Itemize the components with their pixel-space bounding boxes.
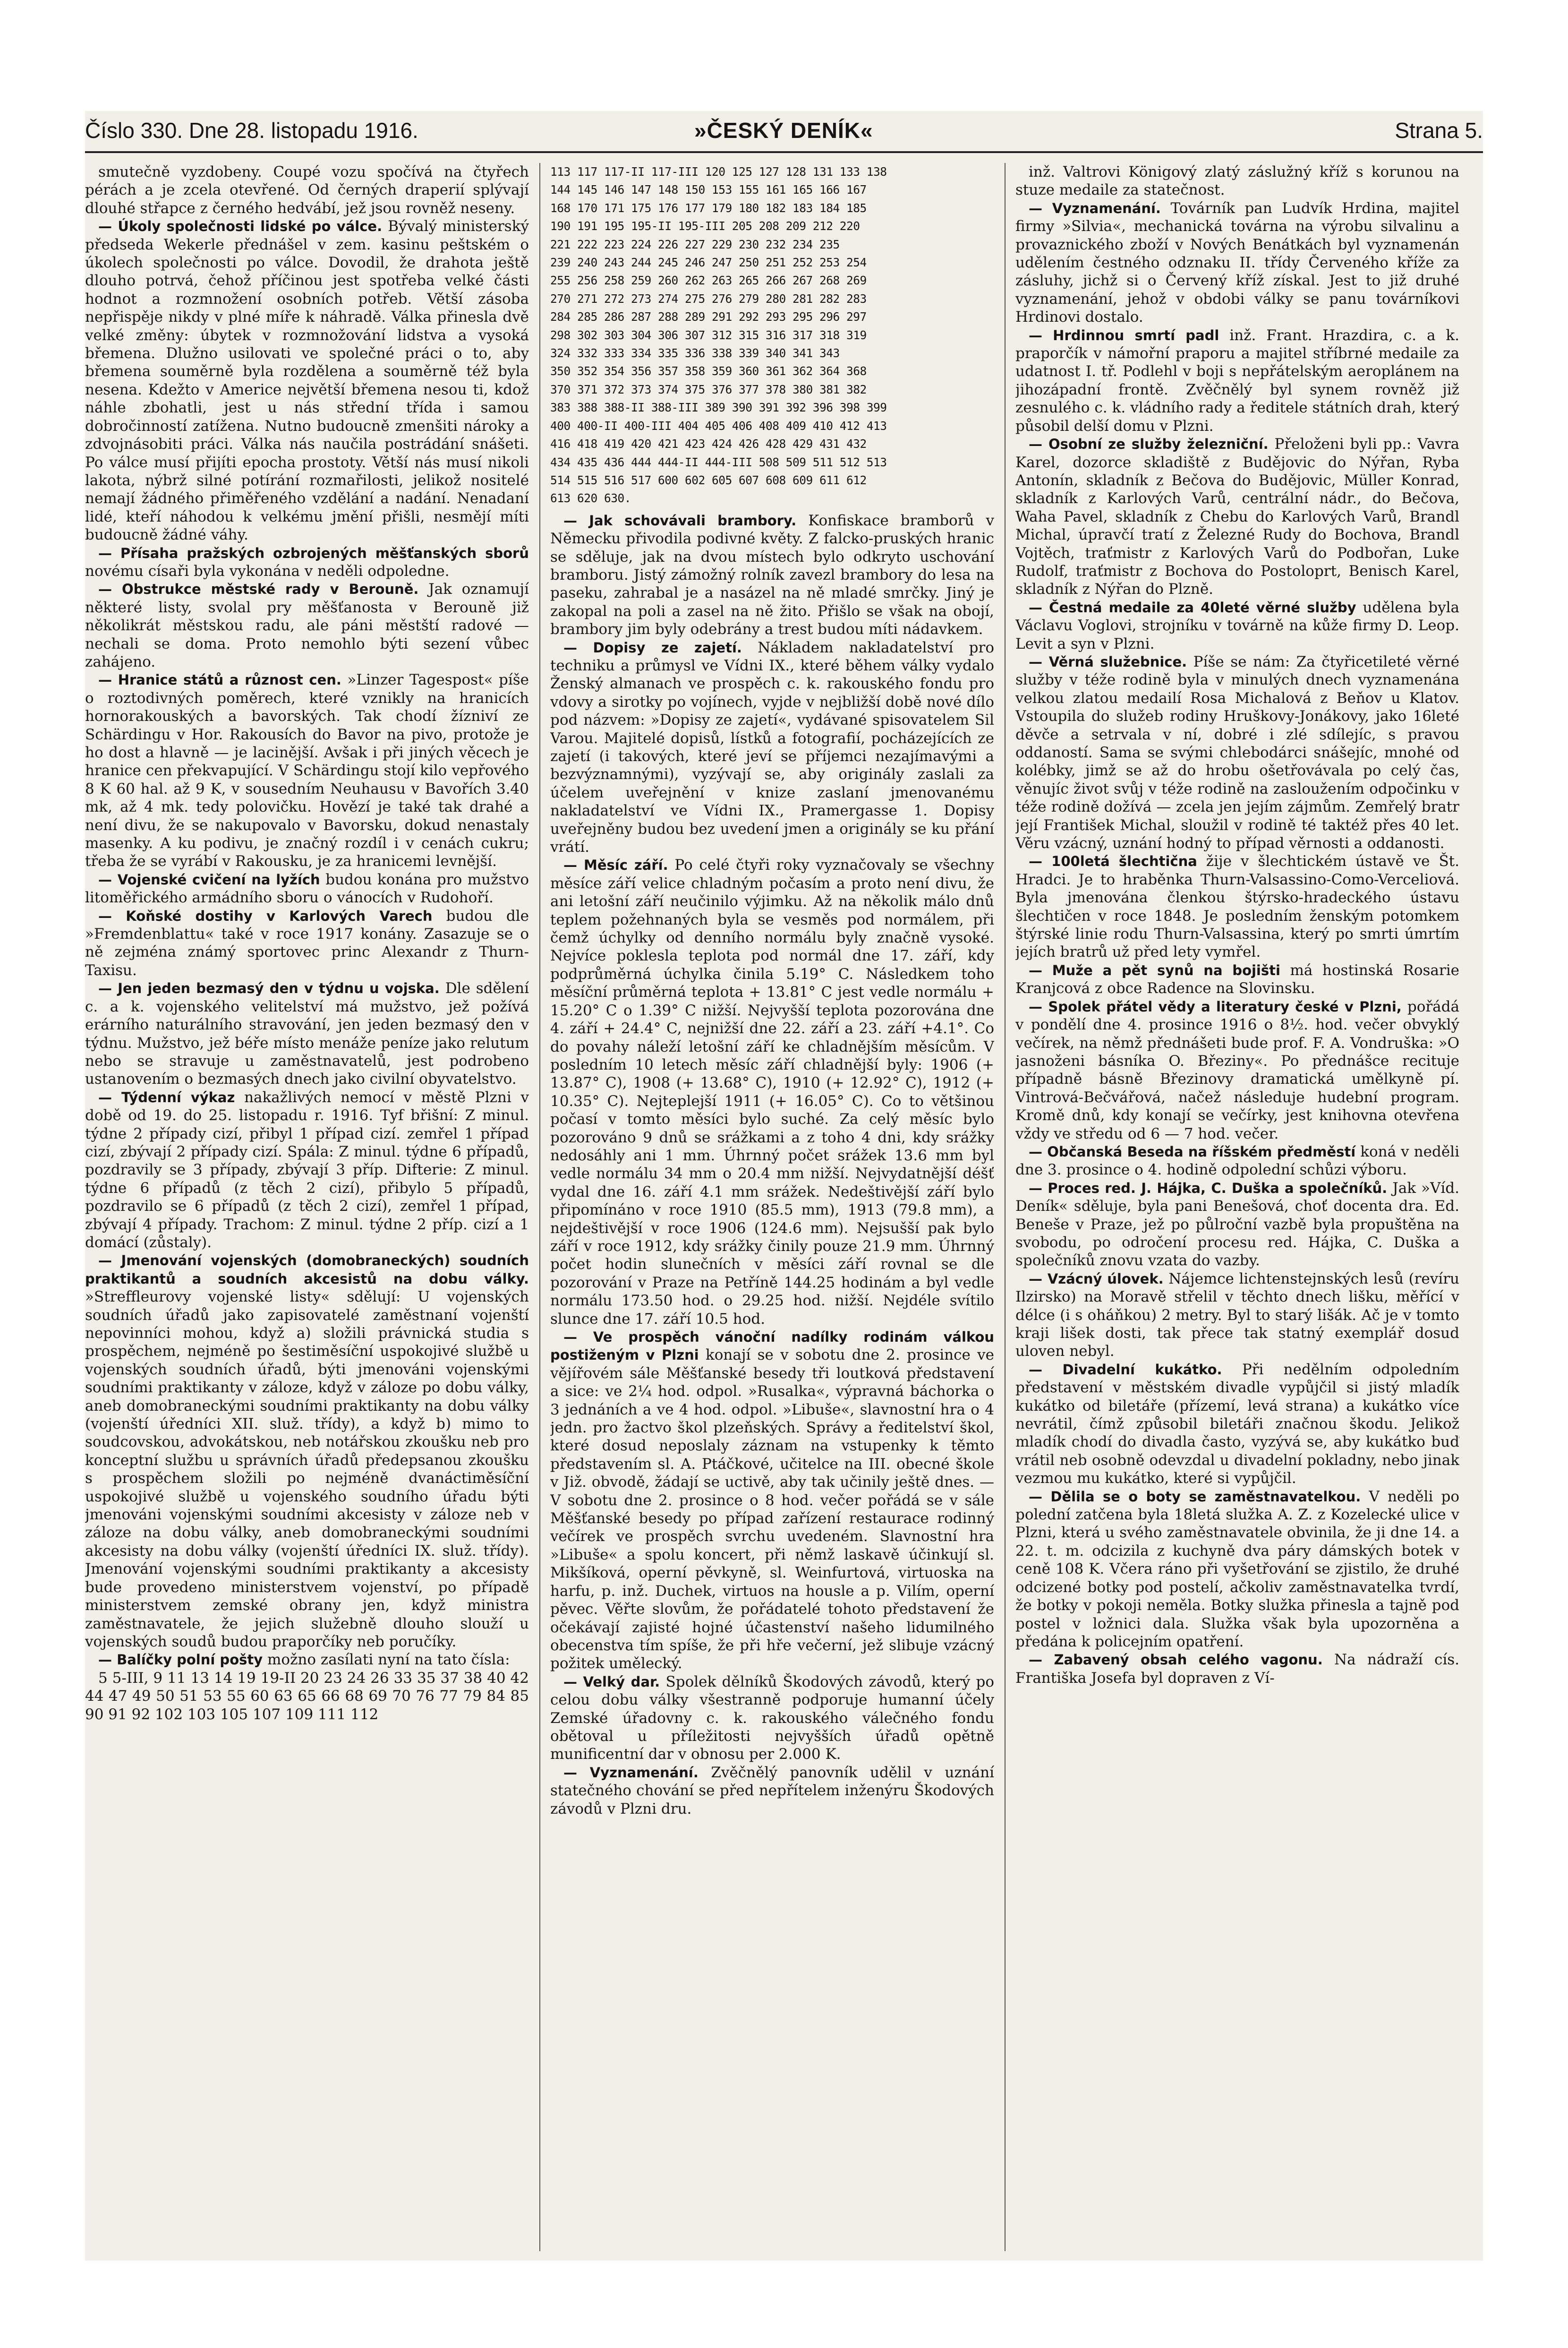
article-paragraph [1015, 1143, 1459, 1179]
article-headline: — Osobní ze služby železniční. [1029, 436, 1269, 453]
field-post-number-row: 270 271 272 273 274 275 276 279 280 281 282 283 [550, 291, 867, 306]
article-paragraph [85, 871, 529, 907]
column-divider [1005, 163, 1006, 2251]
field-post-number-row: 370 371 372 373 374 375 376 377 378 380 381 382 [550, 382, 867, 396]
article-headline: — 100letá šlechtična [1029, 853, 1197, 870]
article-paragraph [85, 979, 529, 1088]
field-post-number-row: 514 515 516 517 600 602 605 607 608 609 611 612 [550, 473, 867, 487]
article-text: Přeloženi byli pp.: Vavra Karel, dozorce skladiště z Budějovic do Nýřan, Ryba Antonín, skladník z Bečova do Budějovic, Müller Konrad, skladník z Karlových Varů, centrální nádr., do Bečova, Waha Pavel, skladník z Chebu do Karlových Varů, Brandl Michal, úpravčí tratí z Železné Rudy do Bochova, Brandl Vojtěch, traťmistr z Karlových Varů do Podbořan, Luke Rudolf, traťmistr z Bochova do Postoloprt, Benisch Karel, skladník z Nýřan do Plzně. [1015, 436, 1459, 598]
article-text: Nákladem nakladatelství pro techniku a průmysl ve Vídni IX., které během války vydalo Ženský almanach ve prospěch c. k. rakouského fondu pro vdovy a sirotky po vojínech, vyjde v nejbližší době nové dílo pod názvem: »Dopisy ze zajetí«, vydávané spisovatelem Sil Varou. Majitelé dopisů, lístků a fotografií, pocházejících ze zajetí (i takových, které jeví se příjemci nezajímavými a bezvýznamnými), vyzývají se, aby originály zaslali za účelem uveřejnění v knize zaslaní jmenovanému nakladatelství ve Vídni IX., Pramergasse 1. Dopisy uveřejněny budou bez uvedení jmen a originály se ku přání vrátí. [550, 639, 994, 856]
article-text: má hostinská Rosarie Kranjcová z obce Radence na Slovinsku. [1015, 961, 1459, 997]
article-text: Továrník pan Ludvík Hrdina, majitel firmy »Silvia«, mechanická továrna na výrobu silvalinu a provaznického zboží v Nových Benátkách byl vyznamenán udělením čestného odznaku II. třídy Červeného kříže za zásluhy, jichž si o Červený kříž získal. Jest to již druhé vyznamenání, jehož v obdobi války se panu továrníkovi Hrdinovi dostalo. [1015, 199, 1459, 326]
newspaper-page [85, 111, 1483, 2261]
article-paragraph [1015, 1179, 1459, 1270]
article-paragraph [550, 856, 994, 1328]
article-paragraph [85, 1251, 529, 1651]
article-headline: — Věrná služebnice. [1029, 653, 1187, 670]
article-headline: — Čestná medaile za 40leté věrné služby [1029, 599, 1356, 616]
article-text: 5 5-III, 9 11 13 14 19 19-II 20 23 24 26 33 35 37 38 40 42 44 47 49 50 51 53 55 60 63 65 66 68 69 70 76 77 79 84 85 90 91 92 102 103 105 107 109 111 112 [85, 1669, 529, 1723]
article-headline: — Balíčky polní pošty [98, 1652, 263, 1668]
article-headline: — Proces red. J. Hájka, C. Duška a společníků. [1029, 1180, 1388, 1196]
article-text: novému císaři byla vykonána v neděli odpoledne. [85, 562, 450, 580]
article-text: Spolek dělníků Škodových závodů, který po celou dobu války všestranně podporuje humanní účely Zemské úřadovny c. k. rakouského válečného fondu obětoval u příležitosti nejvyšších úřadů opětně munificentní dar v obnosu per 2.000 K. [550, 1673, 994, 1763]
article-text: nakažlivých nemocí v městě Plzni v době od 19. do 25. listopadu r. 1916. Tyf břišní: Z minul. týdne 2 případy cizí, přibyl 1 případ cizí. zemřel 1 případ cizí, zbývají 2 případy cizí. Spála: Z minul. týdne 6 případů, pozdravily se 3 případy, zbývají 3 příp. Difterie: Z minul. týdne 6 případů (z těch 2 cizí), přibylo 5 případů, pozdravilo se 6 případů (z těch 2 cizí), zemřel 1 případ, zbývají 4 případy. Trachom: Z minul. týdne 2 příp. cizí a 1 domácí (zůstaly). [85, 1088, 529, 1251]
article-headline: — Jen jeden bezmasý den v týdnu u vojska. [98, 980, 440, 997]
column-1 [85, 163, 529, 2251]
field-post-number-row: 221 222 223 224 226 227 229 230 232 234 235 [550, 237, 840, 251]
article-text: koná v neděli dne 3. prosince o 4. hodině odpolední schůzi výboru. [1015, 1143, 1459, 1179]
article-paragraph [85, 1651, 529, 1669]
article-paragraph [85, 580, 529, 671]
article-headline: — Spolek přátel vědy a literatury české v Plzni, [1029, 998, 1402, 1015]
article-headline: — Měsíc září. [563, 857, 668, 874]
article-paragraph [550, 1673, 994, 1764]
article-paragraph [1015, 599, 1459, 653]
article-text: Nájemce lichtenstejnských lesů (revíru Ilzirsko) na Moravě střelil v těchto dnech lišku, měřící v délce (i s oháňkou) 2 metry. Byl to starý lišák. Ač je v tomto kraji lišek dosti, tak přece tak statný exemplář dosud uloven nebyl. [1015, 1270, 1459, 1360]
article-headline: — Dělila se o boty se zaměstnavatelkou. [1029, 1488, 1361, 1505]
article-headline: — Vyznamenání. [563, 1764, 699, 1781]
field-post-number-row: 383 388 388-II 388-III 389 390 391 392 396 398 399 [550, 401, 887, 415]
article-headline: — Vzácný úlovek. [1029, 1270, 1164, 1287]
article-headline: — Obstrukce městské rady v Berouně. [98, 581, 419, 598]
article-paragraph [550, 639, 994, 857]
article-paragraph [1015, 1270, 1459, 1361]
article-text: pořádá v pondělí dne 4. prosince 1916 o 8½. hod. večer obvyklý večírek, na němž přednášeti bude prof. F. A. Vondruška: »O jasnoženi básníka O. Březiny«. Po přednášce recituje případně básně Březinovy dramatická umělkyně pí. Vintrová-Bečvářová, načež následuje hudební program. Kromě dnů, kdy konají se večírky, jest knihovna otevřena vždy ve středu od 6 — 7 hod. večer. [1015, 998, 1459, 1142]
article-text: možno zasílati nyní na tato čísla: [267, 1651, 510, 1669]
article-text: Píše se nám: Za čtyřicetileté věrné služby v téže rodině byla v minulých dnech vyznamenána velkou zlatou medailí Rosa Michalová z Beňov u Klatov. Vstoupila do služeb rodiny Hruškovy-Jonákovy, jako 16leté děvče a setrvala v ní, dobré i zlé sdílejíc, s pravou oddaností. Sama se svými chlebodárci snášejíc, mnohé od kolébky, jimž se až do hrobu ošetřovávala po celý čas, věnujíc život svůj v téže rodině na zasloužením odpočinku v téže rodině dožívá — zcela jen jejím zájmům. Zemřelý bratr její František Michal, sloužil v rodině té taktéž přes 40 let. Věru vzácný, uznání hodný to případ věrnosti a oddanosti. [1015, 653, 1459, 852]
article-paragraph [1015, 326, 1459, 435]
field-post-number-row: 613 620 630. [550, 491, 631, 506]
article-headline: — Přísaha pražských ozbrojených měšťanských sborů [98, 545, 529, 561]
article-paragraph [550, 1764, 994, 1818]
field-post-number-row: 400 400-II 400-III 404 405 406 408 409 410 412 413 [550, 419, 887, 433]
field-post-number-row: 284 285 286 287 288 289 291 292 293 295 296 297 [550, 310, 867, 324]
field-post-number-row: 239 240 243 244 245 246 247 250 251 252 253 254 [550, 256, 867, 270]
article-paragraph [1015, 653, 1459, 852]
field-post-number-row: 324 332 333 334 335 336 338 339 340 341 343 [550, 346, 840, 360]
column-3 [1015, 163, 1459, 2251]
article-headline: — Vojenské cvičení na lyžích [98, 871, 320, 888]
article-headline: — Dopisy ze zajetí. [563, 639, 742, 656]
page-header [85, 111, 1483, 153]
article-paragraph [85, 1088, 529, 1252]
article-text: Na nádraží cís. Františka Josefa byl dopraven z Ví- [1015, 1651, 1459, 1687]
article-paragraph [85, 1669, 529, 1723]
article-paragraph [1015, 1488, 1459, 1651]
field-post-number-row: 144 145 146 147 148 150 153 155 161 165 166 167 [550, 183, 867, 197]
article-headline: — Jak schovávali brambory. [563, 512, 797, 529]
article-text: inž. Valtrovi Königový zlatý záslužný kříž s korunou na stuze medaile za statečnost. [1015, 163, 1459, 199]
article-text: Dle sdělení c. a k. vojenského velitelství má mužstvo, jež požívá erárního naturálního stravování, jen jeden bezmasý den v týdnu. Mužstvo, jež béře místo menáže peníze jako relutum nebo se stravuje u zaměstnavatelů, jest podrobeno ustanovením o bezmasých dnech jako civilní obyvatelstvo. [85, 980, 529, 1088]
article-text: Jak »Víd. Deník« sděluje, byla pani Benešová, choť docenta dra. Ed. Beneše v Praze, jež po půlroční vazbě byla propuštěna na svobodu, po odročení procesu red. Hájka, C. Duška a společníků znovu vzata do vazby. [1015, 1179, 1459, 1269]
newspaper-title: »ČESKÝ DENÍK« [694, 118, 873, 143]
article-paragraph [1015, 199, 1459, 326]
article-text: »Linzer Tagespost« píše o roztodivných poměrech, které vznikly na hranicích hornorakouských a bavorských. Tak chodí žízniví ze Schärdingu v Hor. Rakousích do Bavor na pivo, protože je ho dost a hlavně — je lacinější. Avšak i při jiných věcech je hranice cen překvapující. V Schärdingu stojí kilo vepřového 8 K 60 hal. až 9 K, v sousedním Neuhausu v Bavořích 3.40 mk, až 4 mk. tedy polovičku. Hovězí je také tak drahé a není divu, že se nakupovalo v Bavorsku, dokud nenastaly masenky. A ku podivu, je značný rozdíl i v cenách cukru; třeba že se vyrábí v Rakousku, je za hranicemi levnější. [85, 671, 529, 870]
article-paragraph [550, 512, 994, 639]
article-headline: — Hranice států a různost cen. [98, 672, 341, 688]
article-headline: — Vyznamenání. [1029, 200, 1161, 216]
field-post-number-row: 255 256 258 259 260 262 263 265 266 267 268 269 [550, 274, 867, 288]
field-post-number-row: 190 191 195 195-II 195-III 205 208 209 212 220 [550, 219, 860, 233]
field-post-number-row: 168 170 171 175 176 177 179 180 182 183 184 185 [550, 201, 867, 215]
article-text: V neděli po polední zatčena byla 18letá služka A. Z. z Kozelecké ulice v Plzni, která u svého zaměstnavatele obvinila, že ji dne 14. a 22. t. m. odcizila z kuchyně dva páry dámských botek v ceně 108 K. Včera ráno při vyšetřování se zjistilo, že druhé odcizené botky pod postelí, ačkoliv zaměstnavatelka tvrdí, že botky v pokoji neměla. Botky služka přinesla a tajně pod postel v ložnici dala. Služka však byla upozorněna a předána k policejním opatření. [1015, 1488, 1459, 1650]
article-text: »Streffleurovy vojenské listy« sdělují: U vojenských soudních úřadů jako zapisovatelé zaměstnaní vojenští nepovinníci mohou, když a) složili právnická studia s prospěchem, nejméně po šestiměsíční uspokojivé službě u vojenských soudních úřadů, býti jmenováni vojenskými soudními praktikanty v záloze, když v záloze po dobu války, aneb domobraneckými soudními praktikanty na dobu války (vojenští úředníci XII. služ. třídy), a když b) mimo to soudcovskou, advokátskou, neb notářskou zkoušku neb pro konceptní službu u správních úřadů předepsanou zkoušku s prospěchem složili po nejméně dvanáctiměsíční uspokojivé službě u vojenského soudního úřadu býti jmenováni vojenskými soudními akcesisty v záloze neb v záloze na dobu války, aneb domobraneckými soudními akcesisty na dobu války (vojenští úředníci IX. služ. třídy). Jmenování vojenskými soudními praktikanty a akcesisty bude provedeno ministerstvem vojenství, po případě ministerstvem zemské obrany jen, když ministra zaměstnavatele, že jejich služebně dlouho slouží u vojenských soudů budou praporčíky neb poručíky. [85, 1288, 529, 1650]
article-paragraph [1015, 435, 1459, 599]
article-text: Zvěčnělý panovník udělil v uznání statečného chování se před nepřítelem inženýru Škodových závodů v Plzni dru. [550, 1764, 994, 1817]
article-text: budou konána pro mužstvo litoměřického armádního sboru o vánocích v Rudohoří. [85, 871, 529, 907]
article-paragraph [1015, 1361, 1459, 1488]
article-headline: — Hrdinnou smrtí padl [1029, 327, 1219, 343]
field-post-numbers [550, 163, 994, 508]
article-paragraph [85, 671, 529, 870]
issue-date: Číslo 330. Dne 28. listopadu 1916. [85, 118, 418, 143]
article-paragraph [85, 217, 529, 544]
article-text: Konfiskace bramborů v Německu přivodila podivné květy. Z falcko-pruských hranic se sděluje, jak na dvou místech bylo odkryto uschování bramboru. Jistý zámožný rolník zavezl brambory do lesa na paseku, zahrabal je a nasázel na ně mladé smrčky. Jiný je zakopal na poli a zasel na ně žito. Přišlo se však na obojí, brambory jim byly odebrány a trest budou míti nádavkem. [550, 512, 994, 638]
article-paragraph [550, 1328, 994, 1673]
article-paragraph [1015, 852, 1459, 961]
article-headline: — Jmenování vojenských (domobraneckých) soudních praktikantů a soudních akcesistů na dobu války. [85, 1252, 529, 1287]
field-post-number-row: 434 435 436 444 444-II 444-III 508 509 511 512 513 [550, 455, 887, 469]
article-headline: — Ve prospěch vánoční nadílky rodinám válkou postiženým v Plzni [550, 1329, 994, 1363]
article-text: budou dle »Fremdenblattu« také v roce 1917 konány. Zasazuje se o ně zejména známý sportovec princ Alexandr z Thurn-Taxisu. [85, 907, 529, 979]
article-headline: — Zabavený obsah celého vagonu. [1029, 1652, 1323, 1668]
article-headline: — Občanská Beseda na říšském předměstí [1029, 1143, 1356, 1160]
article-headline: — Muže a pět synů na bojišti [1029, 962, 1280, 978]
article-headline: — Týdenní výkaz [98, 1089, 235, 1105]
article-text: Bývalý ministerský předseda Wekerle přednášel v zem. kasinu peštském o úkolech společnosti po válce. Dovodil, že drahota ještě dlouho potrvá, čehož příčinou jest spotřeba velké části hodnot a rozmnožení osobních potřeb. Větší zásoba nepřispěje nikdy v plné míře k náhradě. Válka přinesla dvě velké změny: úbytek v rozmnožování lidstva a vysoká břemena. Dlužno usilovati ve společné práci o to, aby břemena souměrně byla rozdělena a souměrně též byla nesena. Kdežto v Americe největší břemena nesou ti, kdož náhle zbohatli, jest u nás střední třída i samou dobročinností zatížena. Nutno budoucně zmenšiti nároky a zdvojnásobiti práci. Válka nás naučila postrádání snášeti. Po válce musí přijíti epocha prostoty. Větší nás musí nikoli lakota, nýbrž silné potírání rozmařilosti, jelikož nositelé nemají žádného přiměřeného vzdělání a nadání. Nenadaní lidé, kteří náhodou k velkému jmění přišli, nesmějí míti budoucně žádné váhy. [85, 218, 529, 544]
field-post-number-row: 113 117 117-II 117-III 120 125 127 128 131 133 138 [550, 165, 887, 179]
page-number: Strana 5. [1395, 118, 1483, 143]
article-headline: — Koňské dostihy v Karlových Varech [98, 908, 433, 924]
field-post-number-row: 298 302 303 304 306 307 312 315 316 317 318 319 [550, 328, 867, 342]
article-paragraph [1015, 163, 1459, 199]
article-paragraph [85, 907, 529, 980]
article-text: Při nedělním odpoledním představení v městském divadle vypůjčil si jistý mladík kukátko od biletáře (přízemí, levá strana) a kukátko více nevrátil, čímž způsobil biletáři značnou škodu. Jelikož mladík chodí do divadla často, vyzývá se, aby kukátko buď vrátil neb osobně odevzdal u divadelní pokladny, nebo jinak vezmou mu kukátko, které si vypůjčil. [1015, 1361, 1459, 1487]
article-paragraph [85, 544, 529, 581]
article-paragraph [1015, 998, 1459, 1143]
article-headline: — Velký dar. [563, 1673, 660, 1690]
field-post-number-row: 350 352 354 356 357 358 359 360 361 362 364 368 [550, 364, 867, 378]
article-paragraph [85, 163, 529, 217]
article-text: konají se v sobotu dne 2. prosince ve vějířovém sále Měšťanské besedy tři loutková představení a sice: ve 2¼ hod. odpol. »Rusalka«, výpravná báchorka o 3 jednáních a ve 4 hod. odpol. »Libuše«, slavnostní hra o 4 jedn. pro žactvo škol plzeňských. Správy a ředitelství škol, které dosud neposlaly záznam na vstupenky k těmto představením sl. A. Ptáčkové, učitelce na III. obecné škole v Již. obvodě, žádají se uctivě, aby tak učinily ještě dnes. — V sobotu dne 2. prosince o 8 hod. večer pořádá se v sále Měšťanské besedy po případ zařízení restaurace rodinný večírek ve prospěch svrchu uvedeném. Slavnostní hra »Libuše« a spolu koncert, při němž laskavě účinkují sl. Mikšíková, operní pěvkyně, sl. Weinfurtová, virtuoska na harfu, p. inž. Duchek, virtuos na housle a p. Vilím, operní pěvec. Věřte slovům, že pořádatelé tohoto představení že očekávají zajisté hojné účastenství našeho lidumilného obecenstva tím spíše, že při hře večerní, jež slibuje vzácný požitek umělecký. [550, 1346, 994, 1672]
article-text: smutečně vyzdobeny. Coupé vozu spočívá na čtyřech pérách a je zcela otevřené. Od černých draperií splývají dlouhé střapce z černého hedvábí, jež jsou rovněž neseny. [85, 163, 529, 217]
article-headline: — Divadelní kukátko. [1029, 1361, 1222, 1378]
article-text: Po celé čtyři roky vyznačovaly se všechny měsíce září velice chladným počasím a proto není divu, že ani letošní září neučinilo výjimku. Až na několik málo dnů teplem požehnaných byla se vesměs pod normálem, při čemž úchylky od denního normálu byly značně vysoké. Nejvíce poklesla teplota pod normál dne 17. září, kdy podprůměrná úchylka činila 5.19° C. Následkem toho měsíční průměrná teplota + 13.81° C jest vedle normálu + 15.20° C o 1.39° C nižší. Nejvyšší teplota pozorována dne 4. září + 24.4° C, nejnižší dne 22. září a 23. září +4.1°. Co do povahy náleží letošní září ke chladnějším měsícům. V posledním 10 letech měsíc září chladnější byly: 1906 (+ 13.87° C), 1908 (+ 13.68° C), 1910 (+ 12.92° C), 1912 (+ 10.35° C). Nejteplejší 1911 (+ 16.05° C). Co to většinou počasí v tomto měsíci bylo suché. Za celý měsíc bylo pozorováno 9 dnů se srážkami a z toho 4 dni, kdy srážky nedosáhly ani 1 mm. Úhrnný počet srážek 13.6 mm byl vedle normálu 34 mm o 20.4 mm nižší. Nejvydatnější déšť vydal dne 16. září 4.1 mm srážek. Nedeštivější září bylo připomínáno v roce 1910 (85.5 mm), 1913 (79.8 mm), a nejdeštivější v roce 1906 (124.6 mm). Nejsušší pak bylo září v roce 1912, kdy srážky činily pouze 21.9 mm. Úhrnný počet hodin slunečních v měsíci září rovnal se dle pozorování v Praze na Petříně 144.25 hodinám a byl vedle normálu 173.50 hod. o 29.25 hod. nižší. Nejdéle svítilo slunce dne 17. září 10.5 hod. [550, 857, 994, 1328]
article-paragraph [1015, 961, 1459, 998]
column-divider [539, 163, 540, 2251]
article-paragraph [1015, 1651, 1459, 1687]
article-text: Jak oznamují některé listy, svolal pry měšťanosta v Berouně již několikrát městskou radu, ale páni městští radové — nechali se doma. Proto nemohlo býti sezení vůbec zahájeno. [85, 581, 529, 670]
article-text: udělena byla Václavu Voglovi, strojníku v továrně na kůže firmy D. Leop. Levit a syn v Plzni. [1015, 599, 1459, 652]
article-text: žije v šlechtickém ústavě ve Št. Hradci. Je to hraběnka Thurn-Valsassino-Como-Verceliová. Byla jmenována členkou štýrsko-hradeckého ústavu šlechtičen v roce 1848. Je posledním ženským potomkem štýrské linie rodu Thurn-Valsassina, který po smrti úmrtím jejích bratrů už před lety vymřel. [1015, 853, 1459, 961]
article-headline: — Úkoly společnosti lidské po válce. [98, 218, 383, 235]
field-post-number-row: 416 418 419 420 421 423 424 426 428 429 431 432 [550, 437, 867, 451]
article-text: inž. Frant. Hrazdira, c. a k. praporčík v námořní praporu a majitel stříbrné medaile za udatnost I. tř. Podlehl v boji s nepřátelským aeroplánem na jihozápadní frontě. Zvěčnělý byl synem rovněž již zesnulého c. k. vládního rady a ředitele státních drah, který působil delší domu v Plzni. [1015, 326, 1459, 435]
column-2 [550, 163, 994, 2251]
